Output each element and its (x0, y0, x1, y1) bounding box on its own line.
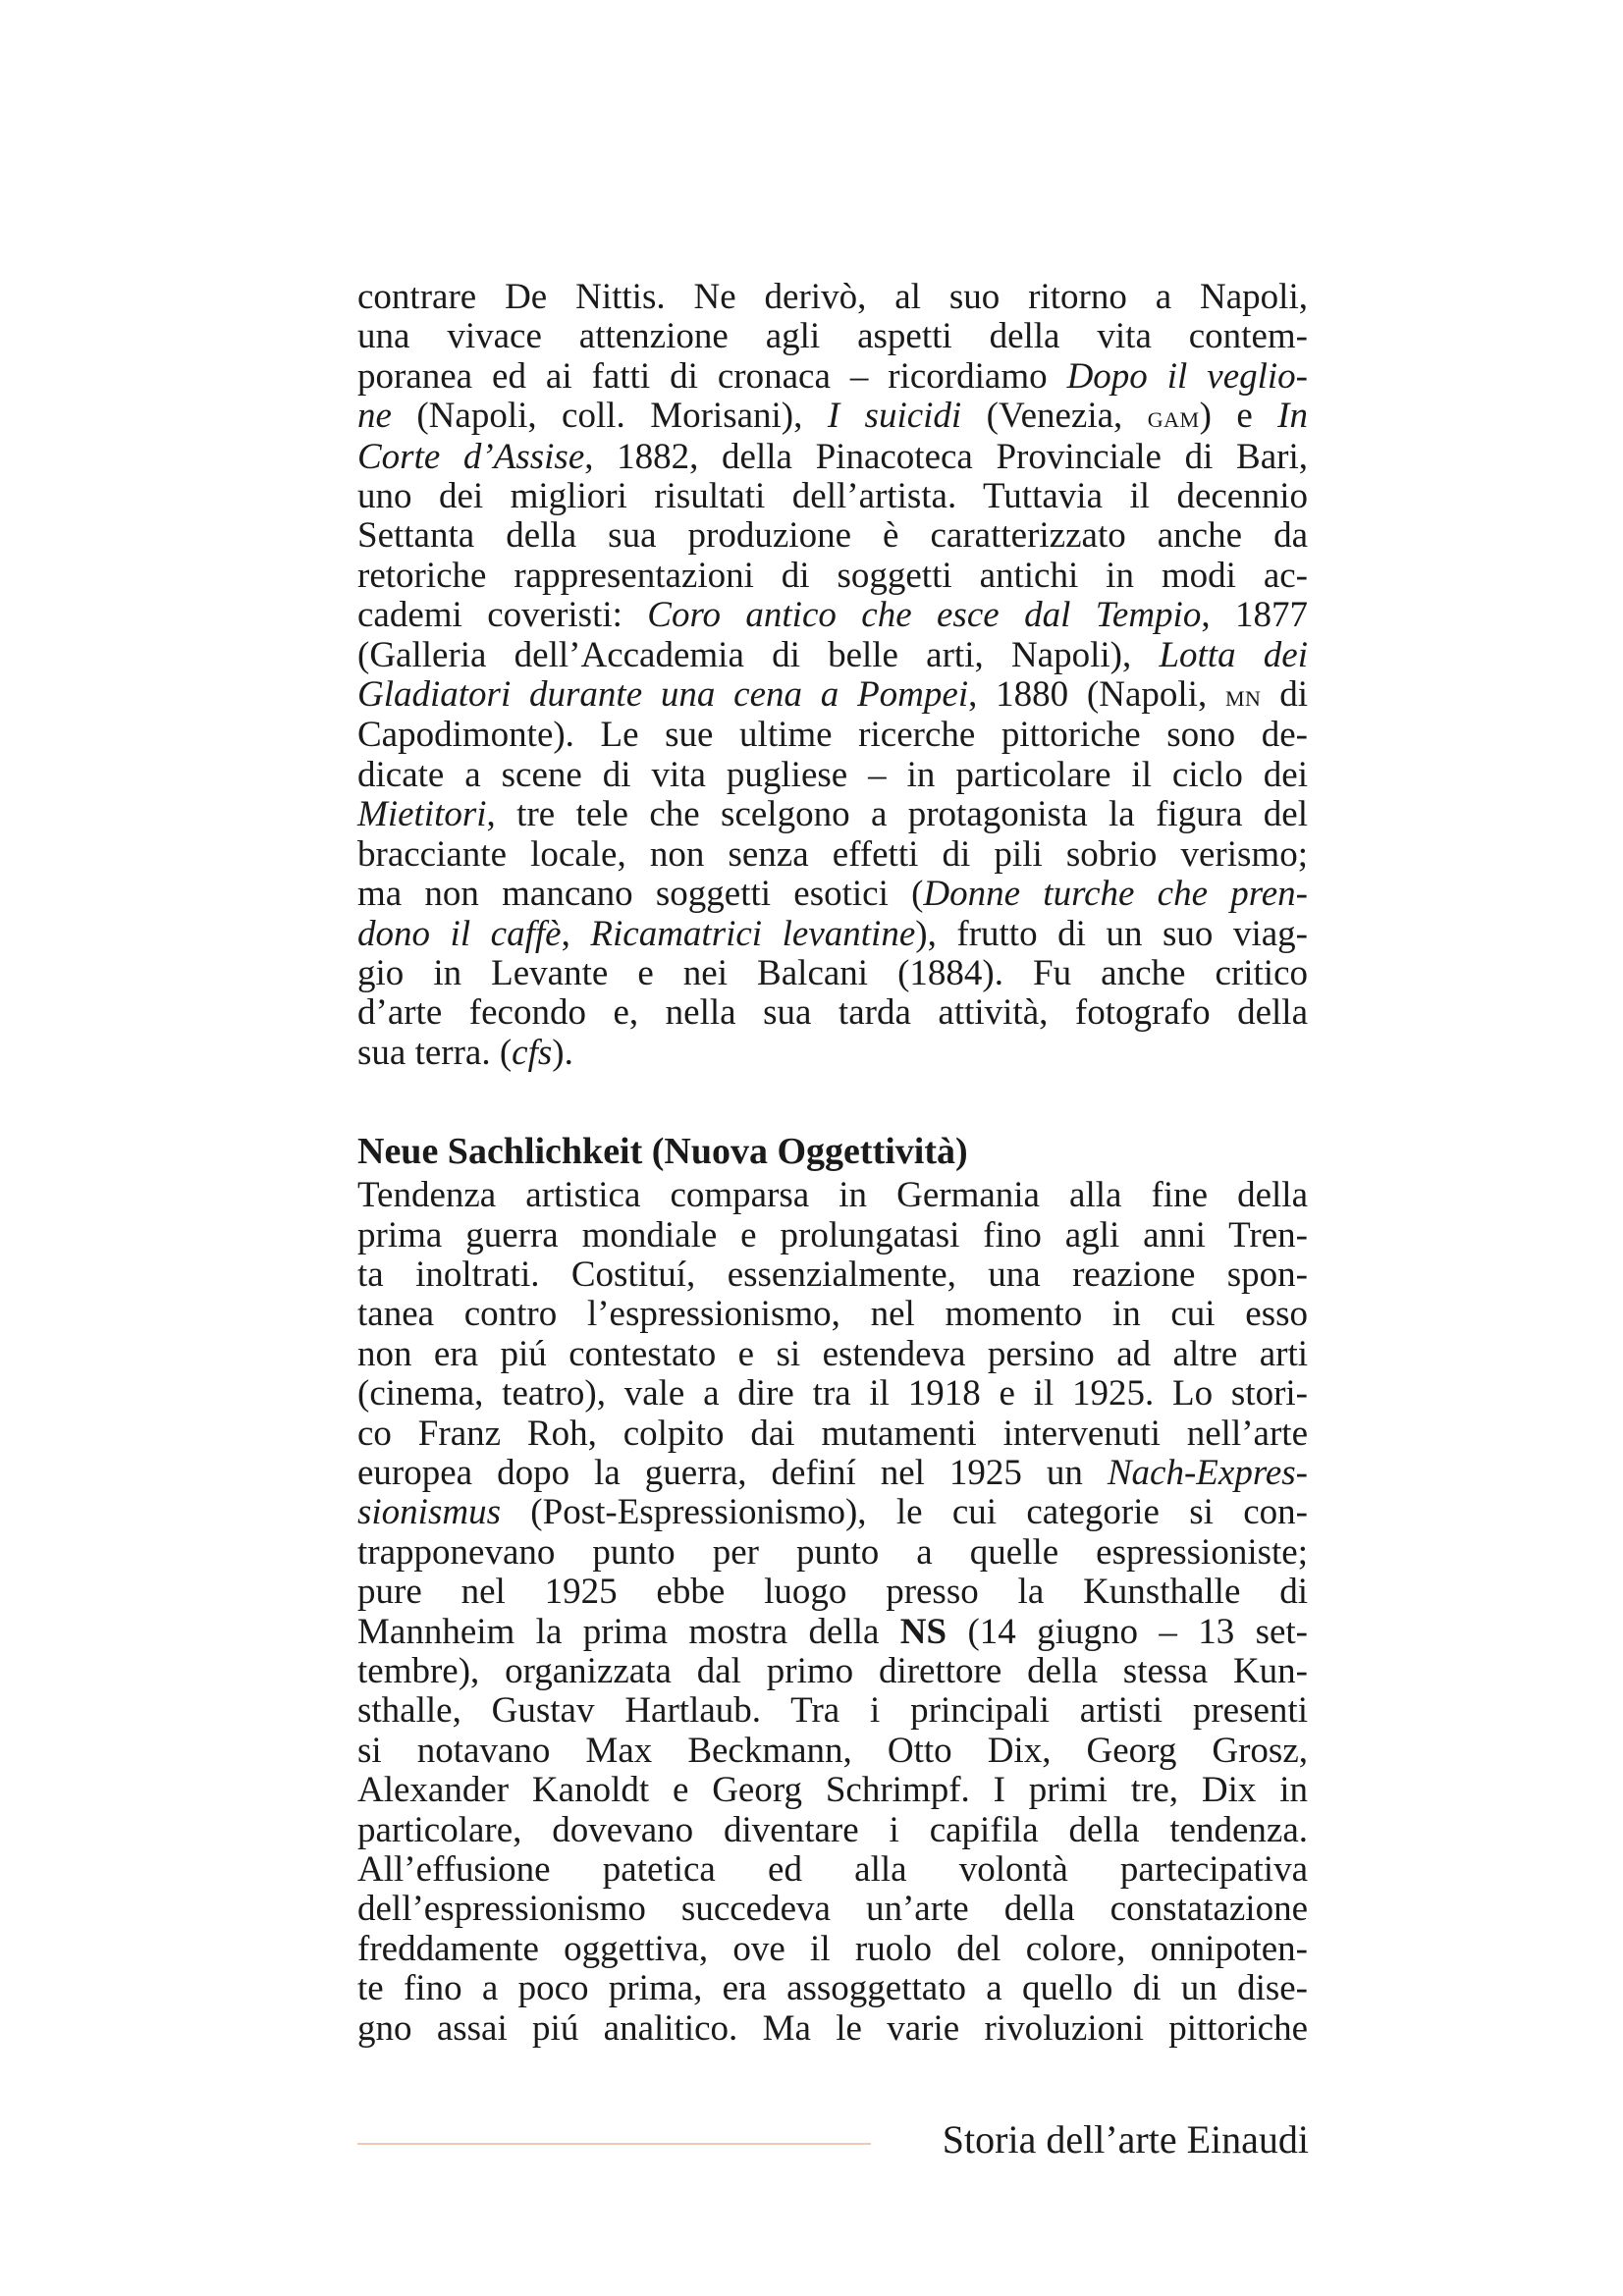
text-line: particolare, dovevano diventare i capifila della tendenza. (357, 1809, 1308, 1850)
text-line: Alexander Kanoldt e Georg Schrimpf. I primi tre, Dix in (357, 1770, 1308, 1811)
text-line: non era piú contestato e si estendeva persino ad altre arti (357, 1333, 1308, 1374)
artwork-title: Dopo il veglio- (1066, 355, 1308, 397)
artwork-title: I suicidi (827, 396, 962, 437)
footer-title: Storia dell’arte Einaudi (942, 2117, 1309, 2162)
text-line: freddamente oggettiva, ove il ruolo del colore, onnipoten- (357, 1928, 1308, 1969)
text-line: Settanta della sua produzione è caratterizzato anche da (357, 515, 1308, 557)
entry-abbreviation: NS (899, 1611, 947, 1652)
text-line: retoriche rappresentazioni di soggetti antichi in modi ac- (357, 555, 1308, 596)
text-line: tembre), organizzata dal primo direttore della stessa Kun- (357, 1651, 1308, 1691)
text-line: contrare De Nittis. Ne derivò, al suo ritorno a Napoli, (357, 277, 1308, 317)
text-line: sthalle, Gustav Hartlaub. Tra i principali artisti presenti (357, 1690, 1308, 1732)
text-line: si notavano Max Beckmann, Otto Dix, Georg Grosz, (357, 1730, 1308, 1771)
text-line: bracciante locale, non senza effetti di pili sobrio verismo; (357, 833, 1308, 875)
text-line: All’effusione patetica ed alla volontà partecipativa (357, 1849, 1308, 1891)
text-line: te fino a poco prima, era assoggettato a quello di un dise- (357, 1968, 1308, 2009)
artwork-title: Gladiatori durante una cena a Pompei (357, 674, 969, 716)
text-line: pure nel 1925 ebbe luogo presso la Kunsthalle di (357, 1572, 1308, 1613)
text-line: sua terra. (cfs). (357, 1032, 573, 1073)
museum-abbreviation: mn (1224, 678, 1262, 714)
text-line: poranea ed ai fatti di cronaca – ricordiamo Dopo il veglio- (357, 355, 1308, 397)
text-line: ne (Napoli, coll. Morisani), I suicidi (Venezia, gam) e In (357, 396, 1308, 437)
text-line: Corte d’Assise, 1882, della Pinacoteca Provinciale di Bari, (357, 436, 1308, 477)
text-line: europea dopo la guerra, definí nel 1925 un Nach-Expres- (357, 1452, 1308, 1493)
artwork-title: Coro antico che esce dal Tempio (647, 595, 1202, 636)
text-line: sionismus (Post-Espressionismo), le cui categorie si con- (357, 1492, 1308, 1533)
artwork-title: Donne turche che pren- (923, 874, 1308, 915)
text-line: (Galleria dell’Accademia di belle arti, Napoli), Lotta dei (357, 634, 1308, 675)
artwork-title: ne (357, 396, 392, 437)
text-line: Mietitori, tre tele che scelgono a protagonista la figura del (357, 794, 1308, 835)
paragraph-de-nittis-continuation (357, 278, 1308, 1073)
artwork-title: Ricamatrici levantine (590, 913, 916, 954)
text-line: ta inoltrati. Costituí, essenzialmente, una reazione spon- (357, 1254, 1308, 1295)
text-line: gno assai piú analitico. Ma le varie rivoluzioni pittoriche (357, 2007, 1308, 2049)
text-line: co Franz Roh, colpito dai mutamenti intervenuti nell’arte (357, 1413, 1308, 1454)
artwork-title: Mietitori (357, 794, 487, 835)
text-line: gio in Levante e nei Balcani (1884). Fu anche critico (357, 952, 1308, 993)
entry-heading: Neue Sachlichkeit (Nuova Oggettività) (357, 1131, 968, 1173)
artwork-title: Corte d’Assise (357, 436, 585, 477)
museum-abbreviation: gam (1147, 400, 1200, 435)
text-line: tanea contro l’espressionismo, nel momento in cui esso (357, 1294, 1308, 1335)
footer-divider (357, 2143, 871, 2145)
page-body (357, 278, 1308, 2049)
artwork-title: dono il caffè (357, 913, 562, 954)
text-line: trapponevano punto per punto a quelle espressioniste; (357, 1531, 1308, 1573)
text-line: prima guerra mondiale e prolungatasi fino agli anni Tren- (357, 1214, 1308, 1255)
text-line: una vivace attenzione agli aspetti della vita contem- (357, 316, 1308, 357)
artwork-title: In (1277, 396, 1308, 437)
text-line: d’arte fecondo e, nella sua tarda attività, fotografo della (357, 992, 1308, 1034)
text-line: ma non mancano soggetti esotici (Donne turche che pren- (357, 874, 1308, 915)
text-line: cademi coveristi: Coro antico che esce dal Tempio, 1877 (357, 595, 1308, 636)
text-line: dono il caffè, Ricamatrici levantine), frutto di un suo viag- (357, 913, 1309, 954)
term-italic: sionismus (357, 1492, 501, 1533)
term-italic: Nach-Expres- (1107, 1452, 1308, 1493)
text-line: dicate a scene di vita pugliese – in particolare il ciclo dei (357, 754, 1308, 795)
text-line: Capodimonte). Le sue ultime ricerche pittoriche sono de- (357, 715, 1308, 756)
text-line: Gladiatori durante una cena a Pompei, 1880 (Napoli, mn di (357, 674, 1308, 716)
author-initials: cfs (512, 1032, 553, 1073)
paragraph-neue-sachlichkeit (357, 1176, 1308, 2049)
artwork-title: Lotta dei (1159, 634, 1308, 675)
text-line: Tendenza artistica comparsa in Germania alla fine della (357, 1175, 1308, 1216)
text-line: Mannheim la prima mostra della NS (14 giugno – 13 set- (357, 1611, 1309, 1652)
text-line: (cinema, teatro), vale a dire tra il 1918 e il 1925. Lo stori- (357, 1373, 1308, 1415)
text-line: dell’espressionismo succedeva un’arte della constatazione (357, 1889, 1308, 1930)
text-line: uno dei migliori risultati dell’artista. Tuttavia il decennio (357, 476, 1308, 517)
